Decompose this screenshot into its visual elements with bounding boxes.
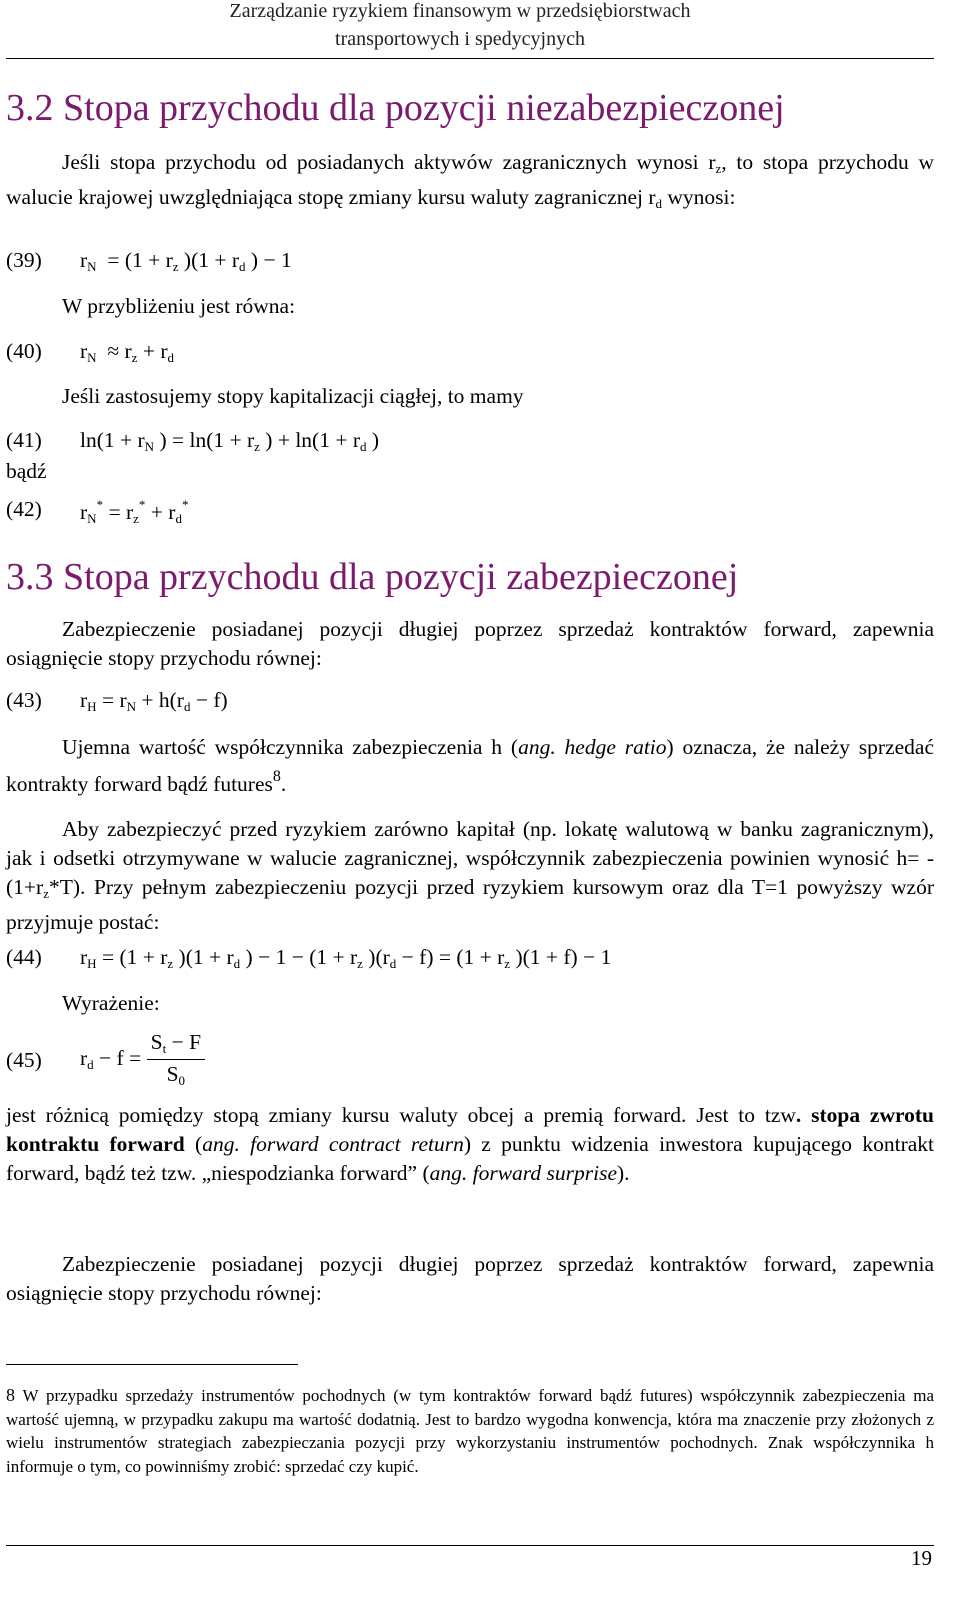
equation-43-number: (43) — [6, 688, 42, 712]
equation-45-number: (45) — [6, 1048, 42, 1072]
section-3-3-para3: Aby zabezpieczyć przed ryzykiem zarówno kapitał (np. lokatę walutową w banku zagranicznym), jak i odsetki otrzymywane w walucie zagranicznej, współczynnik zabezpieczenia powinien wynosić $h= -(1+r_z*T)$. Przy pełnym zabezpieczeniu pozycji przed ryzykiem kursowym oraz dla T=1 powyższy wzór przyjmuje postać: — [6, 817, 934, 934]
equation-42: $r_N^* = r_z^* + r_d^*$ — [80, 497, 189, 526]
footnote-mark: 8 — [6, 1385, 15, 1405]
equation-39: $r_N = (1 + r_z$ )($1 + r_d$ ) − 1 — [80, 248, 292, 274]
equation-44-number: (44) — [6, 945, 42, 969]
equation-40-number: (40) — [6, 339, 42, 363]
section-3-3-para4: jest różnicą pomiędzy stopą zmiany kursu waluty obcej a premią forward. Jest to tzw. stopa zwrotu kontraktu forward (ang. forward contract return) z punktu widzenia inwestora kupującego kontrakt forward, bądź też tzw. „niespodzianka forward” (ang. forward surprise). — [6, 1103, 935, 1185]
section-3-3-heading: 3.3 Stopa przychodu dla pozycji zabezpieczonej — [6, 556, 739, 598]
header-title-line1: Zarządzanie ryzykiem finansowym w przedsiębiorstwach — [229, 0, 691, 22]
equation-45-fraction: $\frac{S_t - F}{S_0}$ — [147, 1030, 205, 1089]
section-3-2-intro: Jeśli stopa przychodu od posiadanych aktywów zagranicznych wynosi $r_z$, to stopa przychodu w walucie krajowej uwzględniająca stopę zmiany kursu waluty zagranicznej $r_d$ wynosi: — [6, 150, 934, 211]
approximation-text: W przybliżeniu jest równa: — [62, 294, 296, 318]
page-number: 19 — [911, 1546, 932, 1570]
continuous-compounding-text: Jeśli zastosujemy stopy kapitalizacji ciągłej, to mamy — [62, 384, 524, 408]
section-3-3-para1: Zabezpieczenie posiadanej pozycji długiej poprzez sprzedaż kontraktów forward, zapewnia osiągnięcie stopy przychodu równej: — [6, 617, 934, 670]
footnote-separator — [6, 1364, 298, 1365]
equation-44: $r_H = (1 + r_z$ )($1 + r_d$ ) − $1 - (1 + r_z$ )$(r_d - f) = (1 + r_z$ )(1 + f) − 1 — [80, 945, 612, 971]
equation-40: $r_N \approx r_z + r_d$ — [80, 339, 174, 365]
section-3-3-para5: Zabezpieczenie posiadanej pozycji długiej poprzez sprzedaż kontraktów forward, zapewnia osiągnięcie stopy przychodu równej: — [6, 1252, 934, 1305]
equation-39-number: (39) — [6, 248, 42, 272]
equation-42-number: (42) — [6, 497, 42, 521]
footnote-8 — [6, 1384, 934, 1478]
header-rule — [6, 58, 934, 59]
equation-41: $\ln(1 + r_N$ ) = $\ln(1 + r_z$ ) + $\ln(1 + r_d$ ) — [80, 428, 380, 454]
section-3-2-heading: 3.2 Stopa przychodu dla pozycji niezabezpieczonej — [6, 87, 785, 129]
section-3-3-para2: Ujemna wartość współczynnika zabezpieczenia h (ang. hedge ratio) oznacza, że należy sprzedać kontrakty forward bądź futures$^8$. — [6, 735, 935, 796]
footnote-text: W przypadku sprzedaży instrumentów pochodnych (w tym kontraktów forward bądź futures) współczynnik zabezpieczenia ma wartość ujemną, w przypadku zakupu ma wartość dodatnią. Jest to bardzo wygodna konwencja, która ma znaczenie przy złożonych z wielu instrumentów strategiach zabezpieczania pozycji przy wykorzystaniu instrumentów pochodnych. Znak współczynnika h informuje o tym, co powinniśmy zrobić: sprzedać czy kupić. — [6, 1386, 934, 1476]
equation-41-number: (41) — [6, 428, 42, 452]
or-text: bądź — [6, 459, 47, 483]
expression-label: Wyrażenie: — [62, 991, 160, 1015]
footer-rule — [6, 1545, 934, 1546]
equation-43: $r_H = r_N + h(r_d - f)$ — [80, 688, 228, 714]
equation-45: $r_d - f$ = $\frac{S_t - F}{S_0}$ — [80, 1030, 205, 1089]
header-title-line2: transportowych i spedycyjnych — [335, 28, 585, 50]
